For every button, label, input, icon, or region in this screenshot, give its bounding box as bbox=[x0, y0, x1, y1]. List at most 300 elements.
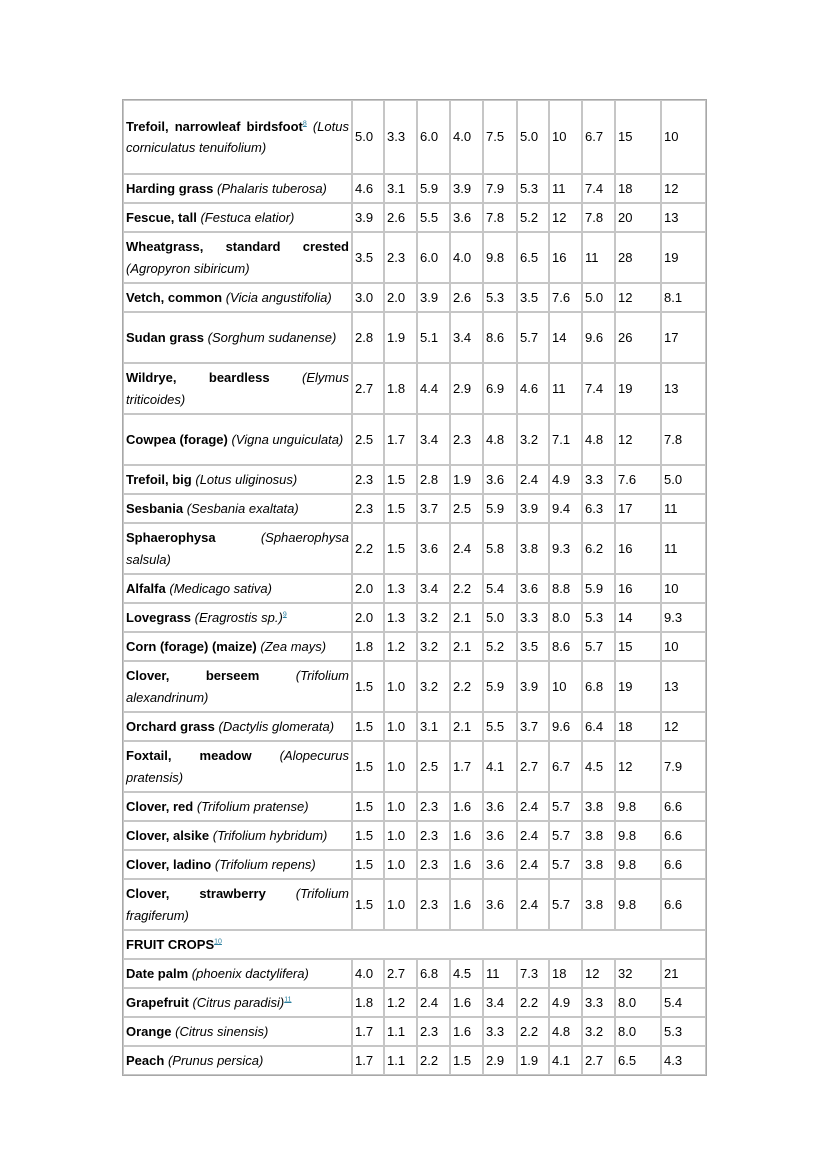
value-cell: 5.0 bbox=[352, 100, 384, 174]
value-cell: 1.1 bbox=[384, 1017, 417, 1046]
value-cell: 10 bbox=[661, 574, 706, 603]
value-cell: 2.4 bbox=[517, 850, 549, 879]
value-cell: 8.1 bbox=[661, 283, 706, 312]
value-cell: 18 bbox=[615, 174, 661, 203]
value-cell: 2.4 bbox=[517, 879, 549, 930]
value-cell: 1.8 bbox=[384, 363, 417, 414]
value-cell: 5.4 bbox=[661, 988, 706, 1017]
value-cell: 3.2 bbox=[417, 661, 450, 712]
value-cell: 1.0 bbox=[384, 850, 417, 879]
value-cell: 1.6 bbox=[450, 879, 483, 930]
crop-name-cell bbox=[123, 283, 352, 312]
crop-scientific-name: (Citrus paradisi) bbox=[192, 994, 285, 1010]
value-cell: 3.4 bbox=[417, 414, 450, 465]
value-cell: 2.7 bbox=[384, 959, 417, 988]
value-cell: 1.2 bbox=[384, 632, 417, 661]
value-cell: 19 bbox=[615, 661, 661, 712]
value-cell: 2.6 bbox=[450, 283, 483, 312]
value-cell: 3.8 bbox=[582, 821, 615, 850]
value-cell: 8.6 bbox=[483, 312, 517, 363]
value-cell: 7.8 bbox=[483, 203, 517, 232]
value-cell: 6.5 bbox=[615, 1046, 661, 1075]
value-cell: 1.7 bbox=[450, 741, 483, 792]
value-cell: 2.7 bbox=[517, 741, 549, 792]
value-cell: 3.1 bbox=[417, 712, 450, 741]
value-cell: 2.5 bbox=[417, 741, 450, 792]
crop-name-cell bbox=[123, 879, 352, 930]
crop-name-cell bbox=[123, 100, 352, 174]
value-cell: 3.5 bbox=[517, 632, 549, 661]
value-cell: 7.8 bbox=[661, 414, 706, 465]
crop-name-cell bbox=[123, 792, 352, 821]
value-cell: 1.5 bbox=[352, 821, 384, 850]
crop-common-name: Clover, ladino bbox=[126, 856, 212, 872]
value-cell: 13 bbox=[661, 661, 706, 712]
value-cell: 1.9 bbox=[517, 1046, 549, 1075]
value-cell: 6.0 bbox=[417, 232, 450, 283]
value-cell: 9.3 bbox=[661, 603, 706, 632]
value-cell: 4.4 bbox=[417, 363, 450, 414]
value-cell: 1.0 bbox=[384, 792, 417, 821]
value-cell: 11 bbox=[549, 363, 582, 414]
value-cell: 9.4 bbox=[549, 494, 582, 523]
value-cell: 3.4 bbox=[483, 988, 517, 1017]
value-cell: 2.4 bbox=[517, 465, 549, 494]
footnote-link[interactable]: 8 bbox=[302, 120, 307, 128]
value-cell: 12 bbox=[615, 741, 661, 792]
value-cell: 5.7 bbox=[549, 821, 582, 850]
value-cell: 1.0 bbox=[384, 712, 417, 741]
value-cell: 1.0 bbox=[384, 821, 417, 850]
table-row bbox=[123, 1017, 706, 1046]
value-cell: 7.9 bbox=[483, 174, 517, 203]
value-cell: 16 bbox=[549, 232, 582, 283]
crop-common-name: Cowpea (forage) bbox=[126, 431, 228, 447]
value-cell: 6.6 bbox=[661, 879, 706, 930]
value-cell: 3.8 bbox=[582, 792, 615, 821]
crop-scientific-name: (Elymus triticoides) bbox=[126, 370, 349, 407]
value-cell: 1.5 bbox=[384, 465, 417, 494]
value-cell: 4.0 bbox=[352, 959, 384, 988]
value-cell: 3.6 bbox=[417, 523, 450, 574]
value-cell: 12 bbox=[549, 203, 582, 232]
crop-scientific-name: (Festuca elatior) bbox=[200, 209, 295, 225]
value-cell: 26 bbox=[615, 312, 661, 363]
value-cell: 3.8 bbox=[582, 879, 615, 930]
value-cell: 5.3 bbox=[661, 1017, 706, 1046]
value-cell: 1.5 bbox=[352, 792, 384, 821]
crop-common-name: Vetch, common bbox=[126, 289, 223, 305]
value-cell: 7.5 bbox=[483, 100, 517, 174]
crop-common-name: Peach bbox=[126, 1052, 165, 1068]
value-cell: 19 bbox=[661, 232, 706, 283]
crop-common-name: Sphaerophysa bbox=[126, 530, 216, 545]
table-row bbox=[123, 712, 706, 741]
crop-name-cell bbox=[123, 232, 352, 283]
crop-common-name: Trefoil, big bbox=[126, 471, 192, 487]
value-cell: 1.7 bbox=[352, 1017, 384, 1046]
crop-name-cell bbox=[123, 603, 352, 632]
crop-scientific-name: (Trifolium pratense) bbox=[196, 798, 309, 814]
value-cell: 2.9 bbox=[483, 1046, 517, 1075]
value-cell: 3.7 bbox=[517, 712, 549, 741]
value-cell: 3.3 bbox=[384, 100, 417, 174]
value-cell: 7.8 bbox=[582, 203, 615, 232]
value-cell: 2.4 bbox=[517, 821, 549, 850]
value-cell: 9.3 bbox=[549, 523, 582, 574]
value-cell: 8.0 bbox=[549, 603, 582, 632]
value-cell: 5.8 bbox=[483, 523, 517, 574]
value-cell: 6.5 bbox=[517, 232, 549, 283]
value-cell: 6.6 bbox=[661, 821, 706, 850]
table-row bbox=[123, 603, 706, 632]
value-cell: 1.1 bbox=[384, 1046, 417, 1075]
section-label: FRUIT CROPS bbox=[126, 936, 215, 952]
crop-name-cell bbox=[123, 574, 352, 603]
value-cell: 2.7 bbox=[582, 1046, 615, 1075]
crop-name-cell bbox=[123, 661, 352, 712]
crop-scientific-name: (Lotus corniculatus tenuifolium) bbox=[126, 118, 349, 155]
value-cell: 4.6 bbox=[352, 174, 384, 203]
crop-common-name: Harding grass bbox=[126, 180, 214, 196]
value-cell: 2.3 bbox=[417, 850, 450, 879]
value-cell: 8.6 bbox=[549, 632, 582, 661]
section-row bbox=[123, 930, 706, 959]
table-row bbox=[123, 494, 706, 523]
value-cell: 3.0 bbox=[352, 283, 384, 312]
crop-name-cell bbox=[123, 632, 352, 661]
value-cell: 3.3 bbox=[483, 1017, 517, 1046]
crop-name-cell bbox=[123, 850, 352, 879]
value-cell: 1.2 bbox=[384, 988, 417, 1017]
value-cell: 1.5 bbox=[352, 879, 384, 930]
value-cell: 3.9 bbox=[517, 661, 549, 712]
value-cell: 11 bbox=[549, 174, 582, 203]
value-cell: 5.7 bbox=[549, 879, 582, 930]
crop-common-name: Date palm bbox=[126, 965, 189, 981]
value-cell: 6.8 bbox=[417, 959, 450, 988]
section-heading bbox=[123, 930, 706, 959]
crop-scientific-name: (Lotus uliginosus) bbox=[195, 471, 298, 487]
crop-scientific-name: (Vicia angustifolia) bbox=[225, 289, 332, 305]
value-cell: 14 bbox=[615, 603, 661, 632]
crop-name-cell bbox=[123, 203, 352, 232]
value-cell: 6.0 bbox=[417, 100, 450, 174]
value-cell: 13 bbox=[661, 363, 706, 414]
value-cell: 12 bbox=[582, 959, 615, 988]
value-cell: 5.9 bbox=[483, 494, 517, 523]
value-cell: 3.6 bbox=[450, 203, 483, 232]
crop-name-cell bbox=[123, 712, 352, 741]
table-row bbox=[123, 574, 706, 603]
crop-common-name: Wheatgrass, standard crested bbox=[126, 239, 349, 254]
crop-scientific-name: (Alopecurus pratensis) bbox=[126, 748, 349, 785]
value-cell: 2.5 bbox=[352, 414, 384, 465]
crop-common-name: Sudan grass bbox=[126, 329, 205, 345]
value-cell: 5.7 bbox=[517, 312, 549, 363]
value-cell: 10 bbox=[549, 661, 582, 712]
value-cell: 6.7 bbox=[582, 100, 615, 174]
value-cell: 5.3 bbox=[517, 174, 549, 203]
value-cell: 7.3 bbox=[517, 959, 549, 988]
crop-common-name: Clover, alsike bbox=[126, 827, 210, 843]
crop-name-cell bbox=[123, 1046, 352, 1075]
value-cell: 9.8 bbox=[615, 792, 661, 821]
crop-name-cell bbox=[123, 465, 352, 494]
table-row bbox=[123, 203, 706, 232]
value-cell: 12 bbox=[661, 712, 706, 741]
value-cell: 12 bbox=[615, 283, 661, 312]
value-cell: 2.3 bbox=[417, 792, 450, 821]
value-cell: 7.4 bbox=[582, 174, 615, 203]
footnote-link[interactable]: 9 bbox=[282, 611, 287, 619]
crop-common-name: Foxtail, meadow bbox=[126, 748, 252, 763]
value-cell: 3.2 bbox=[517, 414, 549, 465]
crop-scientific-name: (Citrus sinensis) bbox=[175, 1023, 269, 1039]
value-cell: 5.2 bbox=[483, 632, 517, 661]
value-cell: 2.2 bbox=[352, 523, 384, 574]
table-row bbox=[123, 988, 706, 1017]
value-cell: 2.9 bbox=[450, 363, 483, 414]
value-cell: 7.6 bbox=[615, 465, 661, 494]
value-cell: 5.0 bbox=[483, 603, 517, 632]
value-cell: 3.7 bbox=[417, 494, 450, 523]
value-cell: 1.3 bbox=[384, 574, 417, 603]
value-cell: 1.3 bbox=[384, 603, 417, 632]
crop-scientific-name: (phoenix dactylifera) bbox=[191, 965, 309, 981]
value-cell: 1.0 bbox=[384, 741, 417, 792]
value-cell: 5.0 bbox=[582, 283, 615, 312]
value-cell: 2.8 bbox=[352, 312, 384, 363]
value-cell: 2.0 bbox=[352, 603, 384, 632]
value-cell: 19 bbox=[615, 363, 661, 414]
value-cell: 4.0 bbox=[450, 100, 483, 174]
value-cell: 5.7 bbox=[549, 792, 582, 821]
value-cell: 3.2 bbox=[582, 1017, 615, 1046]
crop-common-name: Orange bbox=[126, 1023, 172, 1039]
value-cell: 6.6 bbox=[661, 792, 706, 821]
table-row bbox=[123, 523, 706, 574]
crop-common-name: Orchard grass bbox=[126, 718, 215, 734]
value-cell: 4.9 bbox=[549, 988, 582, 1017]
crop-name-cell bbox=[123, 494, 352, 523]
crop-name-cell bbox=[123, 174, 352, 203]
value-cell: 7.4 bbox=[582, 363, 615, 414]
value-cell: 2.2 bbox=[417, 1046, 450, 1075]
table-row bbox=[123, 821, 706, 850]
value-cell: 1.9 bbox=[450, 465, 483, 494]
value-cell: 2.7 bbox=[352, 363, 384, 414]
table-row bbox=[123, 661, 706, 712]
value-cell: 3.1 bbox=[384, 174, 417, 203]
value-cell: 2.6 bbox=[384, 203, 417, 232]
crop-scientific-name: (Phalaris tuberosa) bbox=[217, 180, 327, 196]
value-cell: 15 bbox=[615, 100, 661, 174]
value-cell: 6.4 bbox=[582, 712, 615, 741]
value-cell: 1.0 bbox=[384, 879, 417, 930]
value-cell: 9.8 bbox=[615, 821, 661, 850]
crop-scientific-name: (Dactylis glomerata) bbox=[218, 718, 335, 734]
value-cell: 1.8 bbox=[352, 632, 384, 661]
value-cell: 9.6 bbox=[549, 712, 582, 741]
value-cell: 11 bbox=[582, 232, 615, 283]
value-cell: 5.0 bbox=[517, 100, 549, 174]
value-cell: 11 bbox=[661, 523, 706, 574]
value-cell: 6.3 bbox=[582, 494, 615, 523]
value-cell: 4.8 bbox=[549, 1017, 582, 1046]
crop-common-name: Grapefruit bbox=[126, 994, 189, 1010]
value-cell: 16 bbox=[615, 523, 661, 574]
value-cell: 1.6 bbox=[450, 850, 483, 879]
value-cell: 1.5 bbox=[384, 494, 417, 523]
value-cell: 9.6 bbox=[582, 312, 615, 363]
crop-common-name: Wildrye, beardless bbox=[126, 370, 270, 385]
value-cell: 1.6 bbox=[450, 821, 483, 850]
value-cell: 3.6 bbox=[483, 465, 517, 494]
value-cell: 3.6 bbox=[483, 879, 517, 930]
value-cell: 1.6 bbox=[450, 988, 483, 1017]
value-cell: 2.2 bbox=[517, 1017, 549, 1046]
value-cell: 32 bbox=[615, 959, 661, 988]
value-cell: 2.0 bbox=[384, 283, 417, 312]
crop-scientific-name: (Trifolium alexandrinum) bbox=[126, 668, 349, 705]
value-cell: 2.3 bbox=[352, 465, 384, 494]
crop-name-cell bbox=[123, 312, 352, 363]
value-cell: 20 bbox=[615, 203, 661, 232]
table-row bbox=[123, 232, 706, 283]
value-cell: 1.5 bbox=[352, 850, 384, 879]
value-cell: 1.5 bbox=[384, 523, 417, 574]
value-cell: 3.3 bbox=[582, 988, 615, 1017]
value-cell: 1.7 bbox=[352, 1046, 384, 1075]
value-cell: 5.5 bbox=[483, 712, 517, 741]
value-cell: 1.8 bbox=[352, 988, 384, 1017]
value-cell: 1.5 bbox=[450, 1046, 483, 1075]
value-cell: 18 bbox=[549, 959, 582, 988]
value-cell: 2.0 bbox=[352, 574, 384, 603]
value-cell: 10 bbox=[661, 100, 706, 174]
value-cell: 13 bbox=[661, 203, 706, 232]
value-cell: 4.0 bbox=[450, 232, 483, 283]
table-row bbox=[123, 792, 706, 821]
value-cell: 5.0 bbox=[661, 465, 706, 494]
crop-common-name: Trefoil, narrowleaf birdsfoot bbox=[126, 118, 303, 134]
value-cell: 1.0 bbox=[384, 661, 417, 712]
value-cell: 4.1 bbox=[483, 741, 517, 792]
value-cell: 17 bbox=[661, 312, 706, 363]
value-cell: 1.5 bbox=[352, 741, 384, 792]
salt-tolerance-table bbox=[122, 99, 707, 1076]
crop-common-name: Clover, berseem bbox=[126, 668, 260, 683]
value-cell: 2.3 bbox=[417, 879, 450, 930]
table-row bbox=[123, 1046, 706, 1075]
crop-name-cell bbox=[123, 821, 352, 850]
value-cell: 11 bbox=[483, 959, 517, 988]
value-cell: 2.5 bbox=[450, 494, 483, 523]
value-cell: 3.3 bbox=[582, 465, 615, 494]
crop-scientific-name: (Sorghum sudanense) bbox=[207, 329, 337, 345]
value-cell: 12 bbox=[661, 174, 706, 203]
value-cell: 3.9 bbox=[517, 494, 549, 523]
value-cell: 3.9 bbox=[352, 203, 384, 232]
table-row bbox=[123, 283, 706, 312]
value-cell: 2.1 bbox=[450, 603, 483, 632]
value-cell: 10 bbox=[549, 100, 582, 174]
table-row bbox=[123, 465, 706, 494]
value-cell: 17 bbox=[615, 494, 661, 523]
value-cell: 1.5 bbox=[352, 712, 384, 741]
crop-common-name: Alfalfa bbox=[126, 580, 166, 596]
value-cell: 2.3 bbox=[450, 414, 483, 465]
value-cell: 11 bbox=[661, 494, 706, 523]
value-cell: 4.8 bbox=[483, 414, 517, 465]
value-cell: 7.9 bbox=[661, 741, 706, 792]
table-row bbox=[123, 741, 706, 792]
crop-name-cell bbox=[123, 741, 352, 792]
footnote-link[interactable]: 10 bbox=[214, 938, 222, 946]
table-body bbox=[123, 100, 706, 1075]
value-cell: 5.3 bbox=[582, 603, 615, 632]
crop-name-cell bbox=[123, 1017, 352, 1046]
table-row bbox=[123, 363, 706, 414]
value-cell: 2.3 bbox=[352, 494, 384, 523]
crop-scientific-name: (Agropyron sibiricum) bbox=[126, 260, 250, 276]
value-cell: 2.3 bbox=[417, 821, 450, 850]
value-cell: 2.4 bbox=[417, 988, 450, 1017]
table-row bbox=[123, 312, 706, 363]
value-cell: 6.7 bbox=[549, 741, 582, 792]
value-cell: 8.0 bbox=[615, 1017, 661, 1046]
value-cell: 5.7 bbox=[582, 632, 615, 661]
value-cell: 4.1 bbox=[549, 1046, 582, 1075]
crop-scientific-name: (Zea mays) bbox=[260, 638, 327, 654]
value-cell: 1.6 bbox=[450, 792, 483, 821]
crop-common-name: Clover, red bbox=[126, 798, 194, 814]
value-cell: 5.9 bbox=[582, 574, 615, 603]
value-cell: 5.9 bbox=[483, 661, 517, 712]
value-cell: 3.4 bbox=[417, 574, 450, 603]
value-cell: 5.1 bbox=[417, 312, 450, 363]
crop-scientific-name: (Trifolium repens) bbox=[214, 856, 316, 872]
value-cell: 2.3 bbox=[417, 1017, 450, 1046]
value-cell: 8.8 bbox=[549, 574, 582, 603]
value-cell: 3.4 bbox=[450, 312, 483, 363]
value-cell: 5.7 bbox=[549, 850, 582, 879]
crop-scientific-name: (Trifolium hybridum) bbox=[212, 827, 328, 843]
footnote-link[interactable]: 11 bbox=[284, 996, 292, 1004]
table-row bbox=[123, 174, 706, 203]
value-cell: 4.8 bbox=[582, 414, 615, 465]
value-cell: 8.0 bbox=[615, 988, 661, 1017]
crop-scientific-name: (Medicago sativa) bbox=[169, 580, 272, 596]
value-cell: 6.9 bbox=[483, 363, 517, 414]
crop-name-cell bbox=[123, 988, 352, 1017]
value-cell: 5.5 bbox=[417, 203, 450, 232]
crop-common-name: Sesbania bbox=[126, 500, 184, 516]
table-row bbox=[123, 414, 706, 465]
value-cell: 3.8 bbox=[517, 523, 549, 574]
value-cell: 4.6 bbox=[517, 363, 549, 414]
crop-name-cell bbox=[123, 363, 352, 414]
crop-scientific-name: (Vigna unguiculata) bbox=[231, 431, 344, 447]
value-cell: 3.2 bbox=[417, 603, 450, 632]
value-cell: 15 bbox=[615, 632, 661, 661]
crop-common-name: Fescue, tall bbox=[126, 209, 197, 225]
value-cell: 6.8 bbox=[582, 661, 615, 712]
table-row bbox=[123, 959, 706, 988]
value-cell: 3.5 bbox=[517, 283, 549, 312]
value-cell: 12 bbox=[615, 414, 661, 465]
